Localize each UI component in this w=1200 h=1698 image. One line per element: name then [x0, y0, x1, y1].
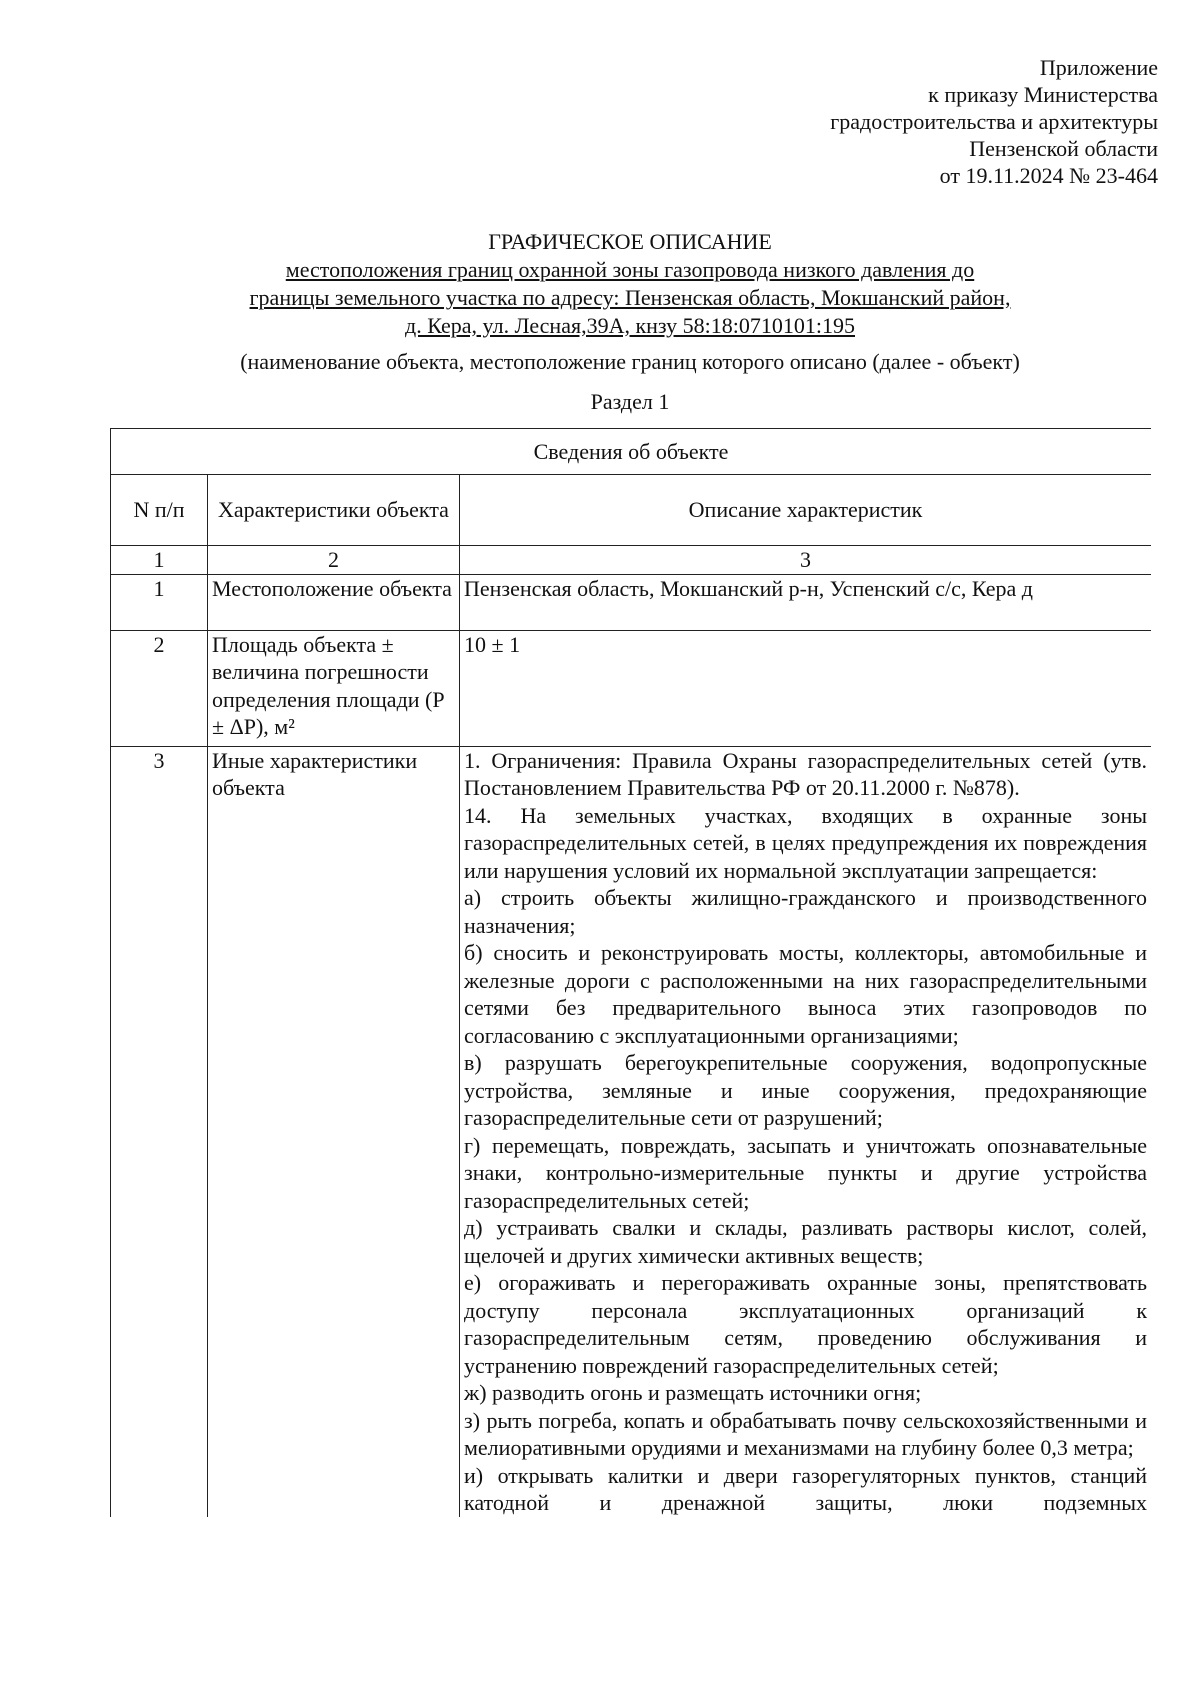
document-subtitle — [0, 256, 1200, 340]
row-description: Пензенская область, Мокшанский р-н, Успенский с/с, Кера д — [460, 574, 1152, 630]
table-row — [111, 746, 1152, 1517]
description-paragraph: е) огораживать и перегораживать охранные зоны, препятствовать доступу персонала эксплуатационных организаций к газораспределительным сетям, проведению обслуживания и устранению повреждений газораспределительных сетей; — [464, 1270, 1148, 1378]
row-characteristic: Иные характеристики объекта — [208, 746, 460, 1517]
appendix-line: к приказу Министерства — [928, 82, 1158, 107]
description-paragraph: 1. Ограничения: Правила Охраны газораспределительных сетей (утв. Постановлением Правительства РФ от 20.11.2000 г. №878). — [464, 747, 1148, 800]
description-paragraph: ж) разводить огонь и размещать источники огня; — [464, 1380, 922, 1405]
description-paragraph: з) рыть погреба, копать и обрабатывать почву сельскохозяйственными и мелиоративными орудиями и механизмами на глубину более 0,3 метра; — [464, 1407, 1148, 1460]
description-paragraph: в) разрушать берегоукрепительные сооружения, водопропускные устройства, земляные и иные сооружения, предохраняющие газораспределительные сети от разрушений; — [464, 1050, 1148, 1130]
subtitle-note: (наименование объекта, местоположение границ которого описано (далее - объект) — [240, 349, 1020, 374]
row-description — [460, 746, 1152, 1517]
description-paragraph: б) сносить и реконструировать мосты, коллекторы, автомобильные и железные дороги с расположенными на них газораспределительными сетями без предварительного выноса этих газопроводов по согласованию с эксплуатационными организациями; — [464, 940, 1148, 1048]
table-caption-row — [111, 429, 1152, 475]
appendix-order-date: от 19.11.2024 № 23-464 — [939, 163, 1158, 188]
document-title: ГРАФИЧЕСКОЕ ОПИСАНИЕ — [488, 229, 772, 254]
description-paragraph: д) устраивать свалки и склады, разливать растворы кислот, солей, щелочей и других химически активных веществ; — [464, 1215, 1148, 1268]
description-paragraph: г) перемещать, повреждать, засыпать и уничтожать опознавательные знаки, контрольно-измерительные пункты и другие устройства газораспределительных сетей; — [464, 1132, 1148, 1213]
row-description: 10 ± 1 — [460, 630, 1152, 746]
column-number: 1 — [111, 546, 208, 575]
subtitle-line: д. Кера, ул. Лесная,39А, кнзу 58:18:0710101:195 — [405, 313, 855, 338]
table-row — [111, 574, 1152, 630]
description-paragraph: 14. На земельных участках, входящих в охранные зоны газораспределительных сетей, в целях предупреждения их повреждения или нарушения условий их нормальной эксплуатации запрещается: — [464, 802, 1148, 883]
header-description: Описание характеристик — [460, 475, 1152, 546]
row-characteristic: Местоположение объекта — [208, 574, 460, 630]
header-characteristic: Характеристики объекта — [208, 475, 460, 546]
object-info-table-wrapper — [110, 428, 1151, 1678]
section-title: Раздел 1 — [590, 389, 670, 414]
table-caption: Сведения об объекте — [111, 429, 1152, 475]
subtitle-line: местоположения границ охранной зоны газопровода низкого давления до — [285, 257, 975, 282]
object-info-table — [110, 428, 1151, 1517]
column-number: 3 — [460, 546, 1152, 575]
header-num: N п/п — [111, 475, 208, 546]
appendix-line: Приложение — [1039, 55, 1158, 80]
column-number: 2 — [208, 546, 460, 575]
table-row — [111, 630, 1152, 746]
table-header-row — [111, 475, 1152, 546]
appendix-block — [830, 54, 1158, 189]
appendix-line: градостроительства и архитектуры — [830, 109, 1158, 134]
description-paragraph: а) строить объекты жилищно-гражданского и производственного назначения; — [464, 885, 1148, 938]
row-num: 3 — [111, 746, 208, 1517]
subtitle-line: границы земельного участка по адресу: Пензенская область, Мокшанский район, — [249, 285, 1011, 310]
description-paragraph: и) открывать калитки и двери газорегуляторных пунктов, станций катодной и дренажной защиты, люки подземных — [464, 1462, 1148, 1515]
appendix-line: Пензенской области — [969, 136, 1158, 161]
row-num: 1 — [111, 574, 208, 630]
row-characteristic: Площадь объекта ± величина погрешности определения площади (P ± ΔP), м² — [208, 630, 460, 746]
table-column-numbers-row — [111, 546, 1152, 575]
row-num: 2 — [111, 630, 208, 746]
